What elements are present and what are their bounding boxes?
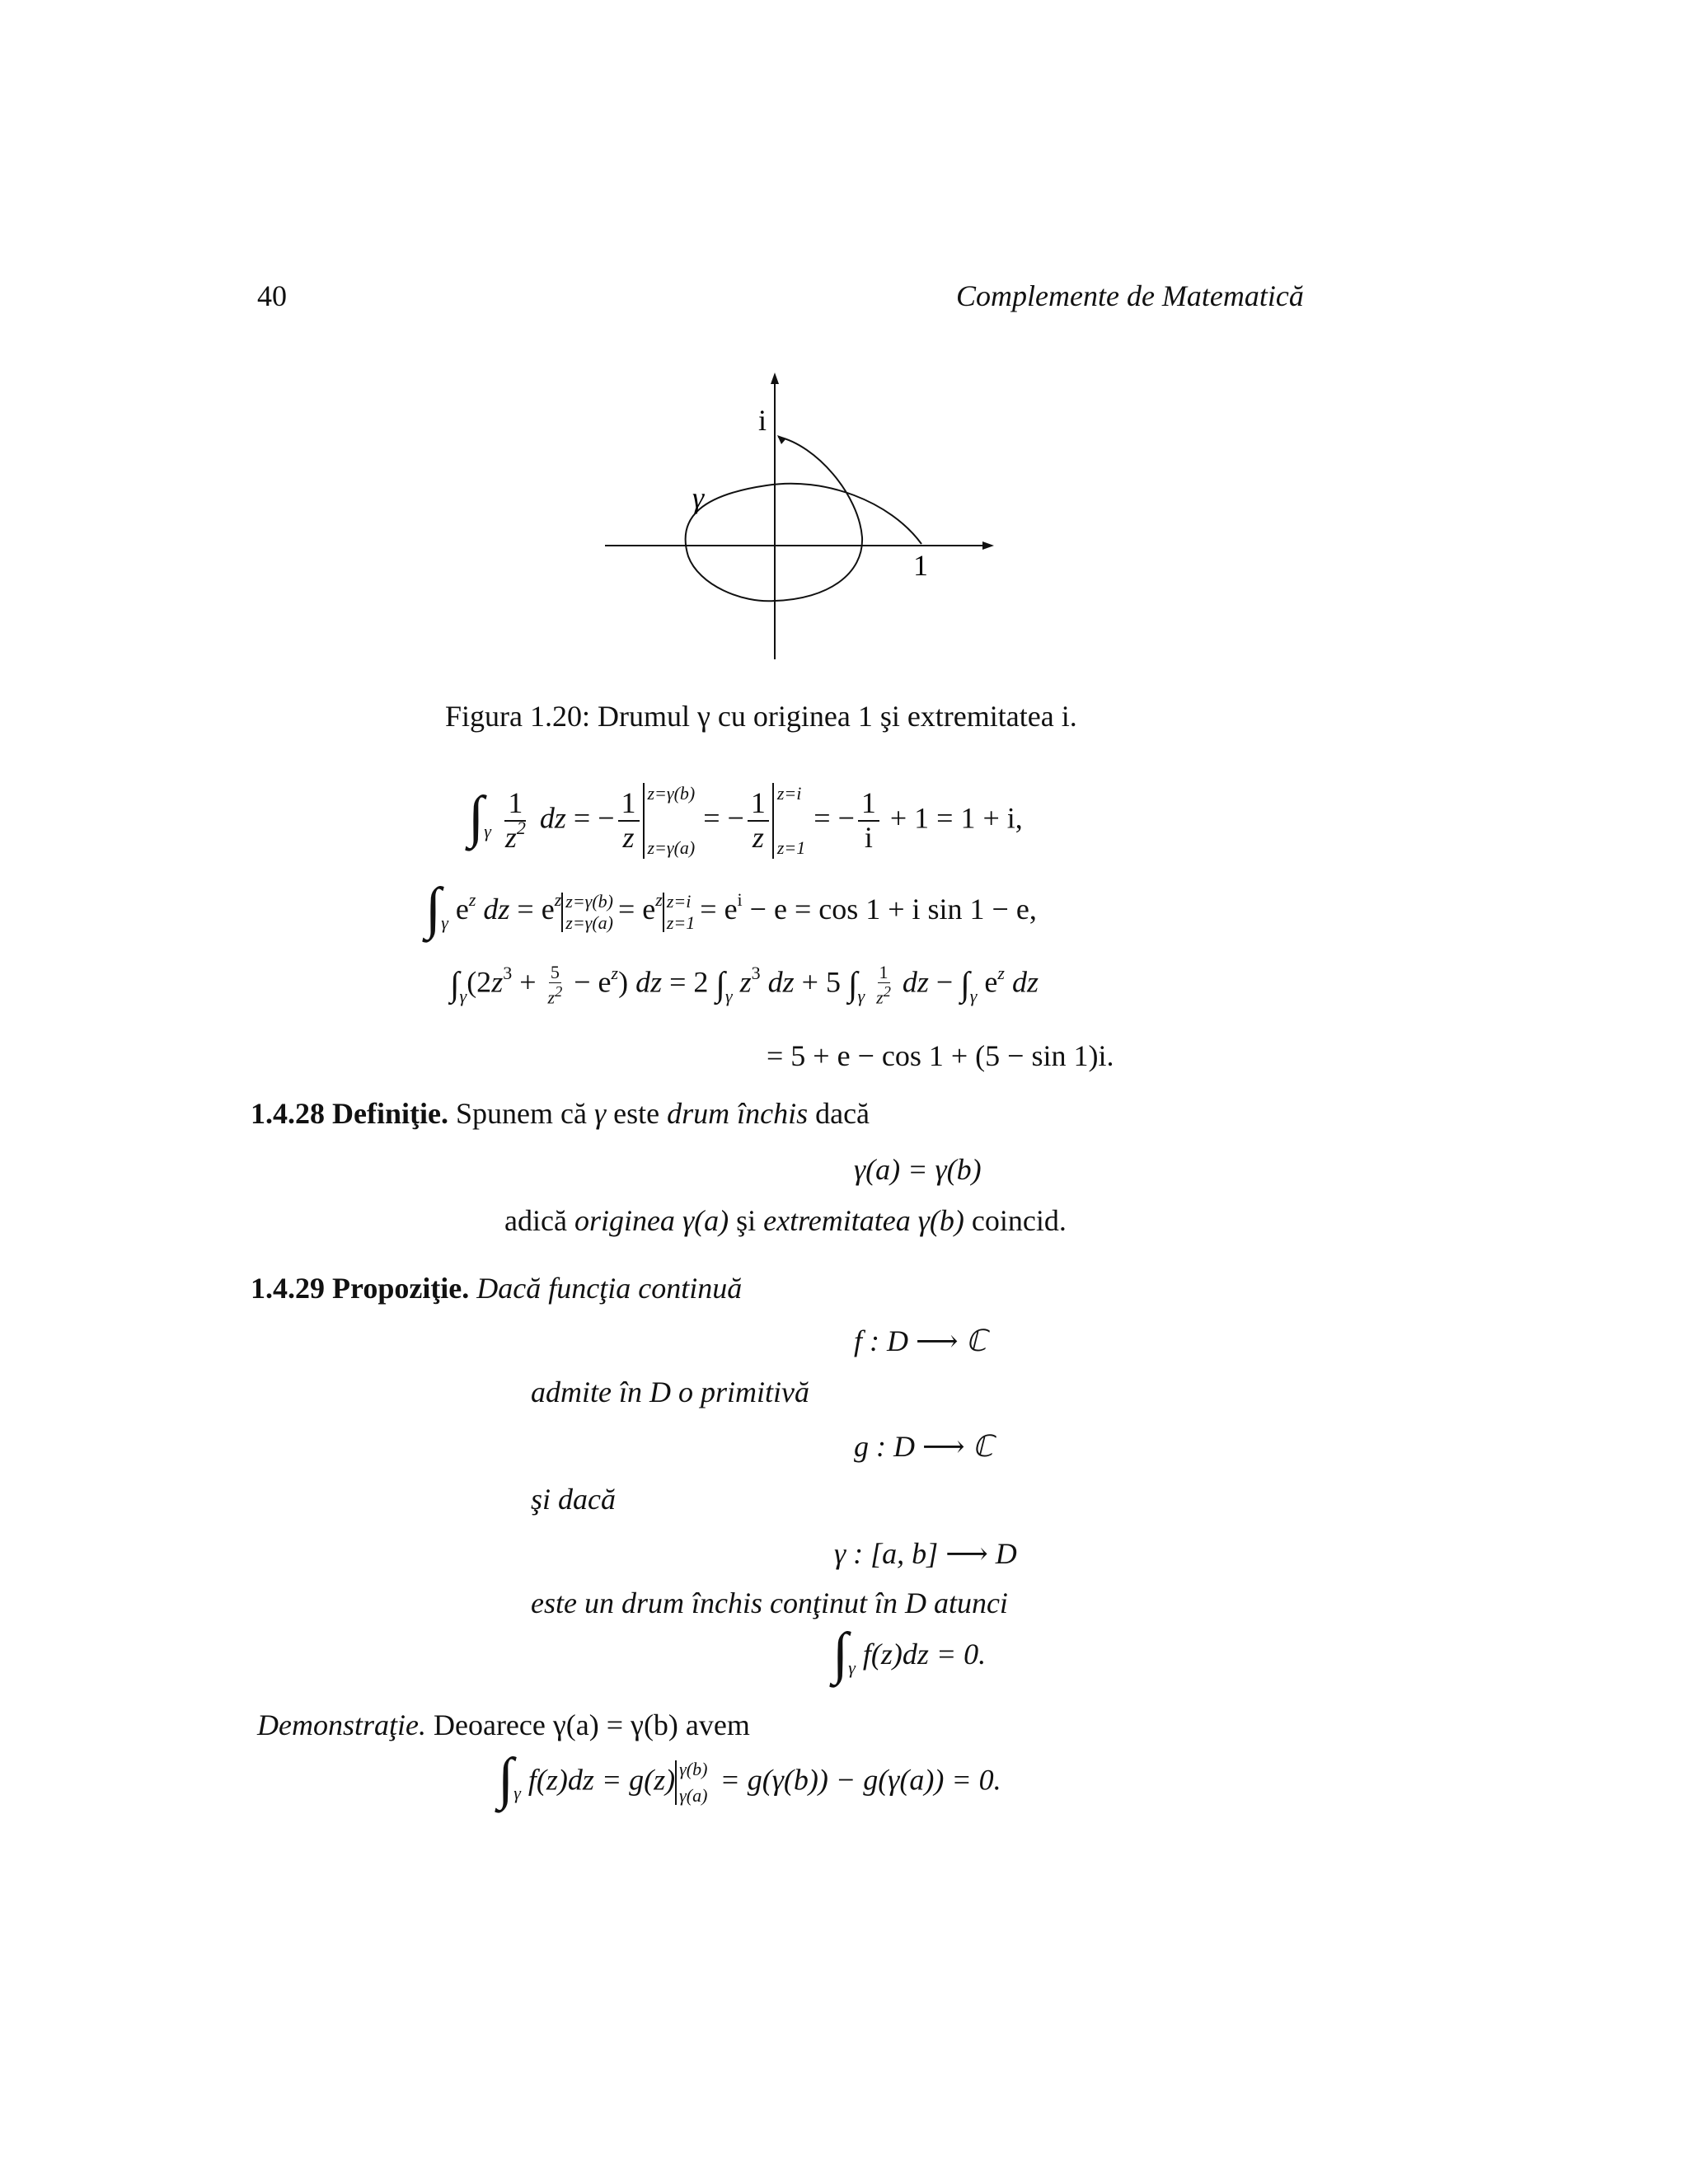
definition-term: drum închis: [667, 1097, 809, 1130]
map-f: f : D ⟶ ℂ: [854, 1324, 987, 1357]
proof-equation: $\int_\gamma$ f(z)dz = g(z) γ(b) γ(a) = g(γ(b)) − g(γ(a)) = 0.: [498, 1747, 1001, 1811]
map-g: g : D ⟶ ℂ: [854, 1430, 993, 1463]
figure-path-gamma: [577, 363, 1022, 676]
equation-3: $\int_\gamma(2z^3$ + $\frac{5}{z^2}$ − $e^z$) dz = 2 $\int_\gamma$ $z^3$ dz + 5 $\int_\gamma$ $\frac{1}{z^2}$ dz − $\int_\gamma$ $e^z$ dz: [450, 962, 1039, 1008]
proposition-line-4: este un drum închis conţinut în D atunci: [531, 1586, 1008, 1619]
label-i: i: [758, 404, 767, 437]
label-gamma: γ: [692, 481, 705, 514]
proposition-line-3: şi dacă: [531, 1483, 616, 1516]
proof: Demonstraţie. Deoarece γ(a) = γ(b) avem: [257, 1708, 750, 1741]
gamma-curve: [686, 437, 921, 601]
proof-label: Demonstraţie.: [257, 1708, 426, 1741]
definition-line-2: adică originea γ(a) şi extremitatea γ(b) coincid.: [504, 1204, 1067, 1237]
x-axis-arrow: [982, 541, 994, 550]
figure-caption: Figura 1.20: Drumul γ cu originea 1 şi extremitatea i.: [445, 700, 1077, 733]
equation-4: = 5 + e − cos 1 + (5 − sin 1)i.: [767, 1039, 1114, 1072]
page-number: 40: [257, 279, 287, 312]
definition-1-4-28: 1.4.28 Definiţie. Spunem că γ este drum închis dacă: [251, 1097, 870, 1130]
y-axis-arrow: [771, 373, 779, 384]
proposition-heading: Propoziţie.: [332, 1272, 470, 1305]
definition-number: 1.4.28: [251, 1097, 325, 1130]
equation-2: $\int_\gamma$ $e^z$ dz = $e^z$ z=γ(b) z=γ(a) = $e^z$ z=i z=1 = $e^i - e = \cos 1 + i$ sin 1 − e,: [425, 877, 1037, 940]
definition-heading: Definiţie.: [332, 1097, 448, 1130]
definition-display: γ(a) = γ(b): [854, 1153, 982, 1186]
running-title: Complemente de Matematică: [956, 279, 1304, 312]
curve-end-arrow: [777, 435, 786, 444]
equation-1: $\int_\gamma$ $\frac{1}{z^2}$ dz = − $\frac{1}{z}$ z=γ(b) z=γ(a) = − $\frac{1}{z}$ z=i z=1 = − $\frac{1}{i}$ + 1 = 1 + i,: [468, 783, 1023, 858]
proposition-line-2: admite în D o primitivă: [531, 1376, 809, 1408]
proposition-conclusion: $\int_\gamma$ f(z)dz = 0.: [832, 1622, 987, 1685]
proposition-1-4-29: 1.4.29 Propoziţie. Dacă funcţia continuă: [251, 1272, 743, 1305]
label-one: 1: [913, 549, 928, 582]
map-gamma: γ : [a, b] ⟶ D: [834, 1537, 1017, 1570]
proposition-number: 1.4.29: [251, 1272, 325, 1305]
